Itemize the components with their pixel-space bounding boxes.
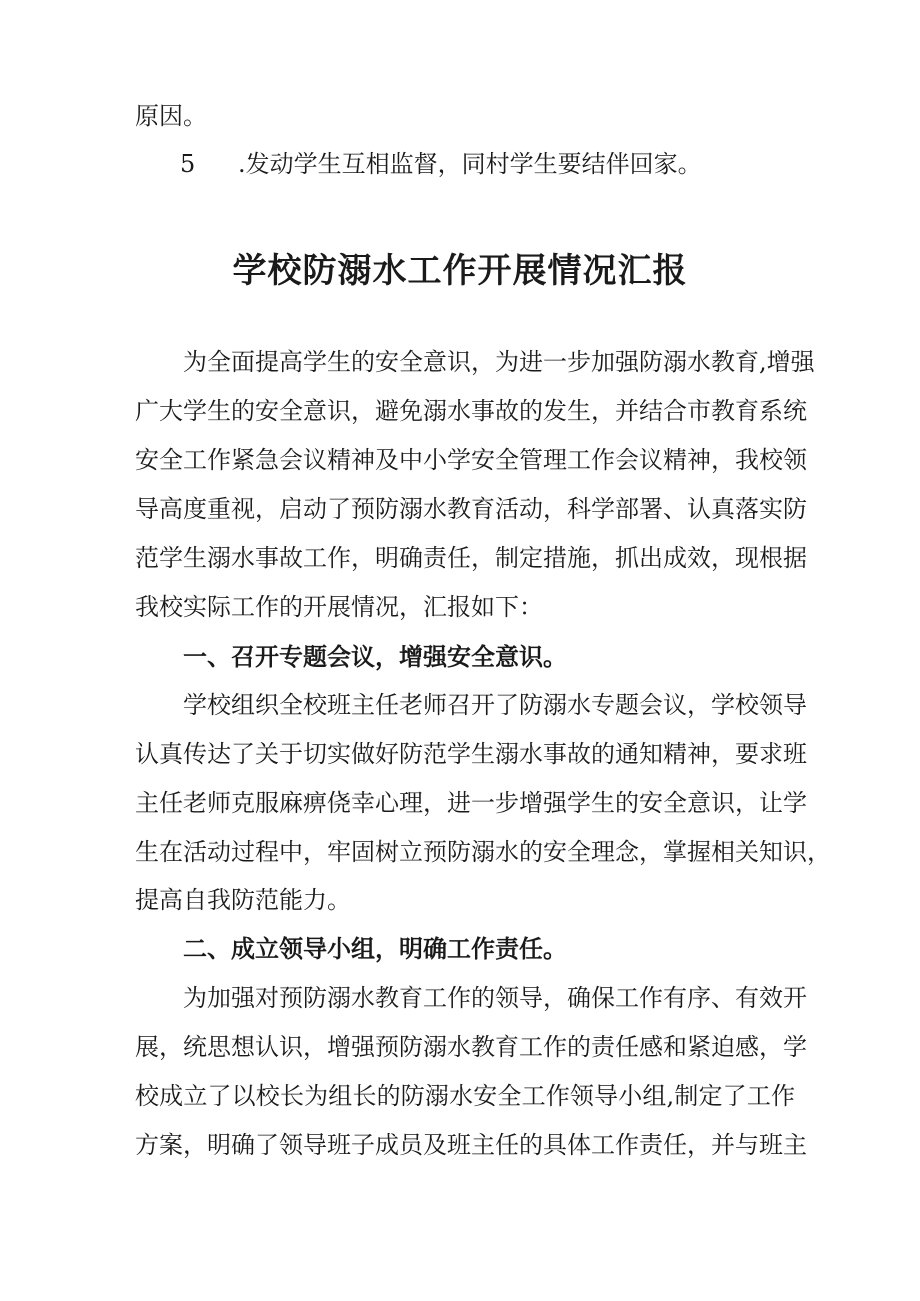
intro-line: 广大学生的安全意识，避免溺水事故的发生，并结合市教育系统 — [135, 397, 807, 425]
intro-line: 安全工作紧急会议精神及中小学安全管理工作会议精神，我校领 — [135, 446, 807, 474]
section1-line: 提高自我防范能力。 — [135, 886, 351, 914]
list-item-number: 5 — [180, 150, 196, 178]
intro-line: 范学生溺水事故工作，明确责任，制定措施，抓出成效，现根据 — [135, 544, 807, 572]
list-item-text: .发动学生互相监督，同村学生要结伴回家。 — [238, 150, 702, 178]
section2-line: 方案，明确了领导班子成员及班主任的具体工作责任，并与班主 — [135, 1131, 807, 1159]
section-heading-2: 二、成立领导小组，明确工作责任。 — [183, 935, 567, 963]
intro-line: 导高度重视，启动了预防溺水教育活动，科学部署、认真落实防 — [135, 495, 807, 523]
prev-section-tail-line: 原因。 — [135, 102, 207, 130]
section2-line: 为加强对预防溺水教育工作的领导，确保工作有序、有效开 — [183, 984, 807, 1012]
page-title: 学校防溺水工作开展情况汇报 — [232, 251, 688, 291]
section2-line: 校成立了以校长为组长的防溺水安全工作领导小组,制定了工作 — [135, 1082, 795, 1110]
section1-line: 学校组织全校班主任老师召开了防溺水专题会议，学校领导 — [183, 691, 807, 719]
section-heading-1: 一、召开专题会议，增强安全意识。 — [183, 643, 567, 671]
section2-line: 展，统思想认识，增强预防溺水教育工作的责任感和紧迫感，学 — [135, 1033, 807, 1061]
section1-line: 主任老师克服麻痹侥幸心理，进一步增强学生的安全意识，让学 — [135, 789, 807, 817]
intro-line: 我校实际工作的开展情况，汇报如下： — [135, 593, 543, 621]
intro-line: 为全面提高学生的安全意识，为进一步加强防溺水教育,增强 — [183, 348, 815, 376]
section1-line: 生在活动过程中，牢固树立预防溺水的安全理念，掌握相关知识， — [135, 838, 831, 866]
section1-line: 认真传达了关于切实做好防范学生溺水事故的通知精神，要求班 — [135, 740, 807, 768]
